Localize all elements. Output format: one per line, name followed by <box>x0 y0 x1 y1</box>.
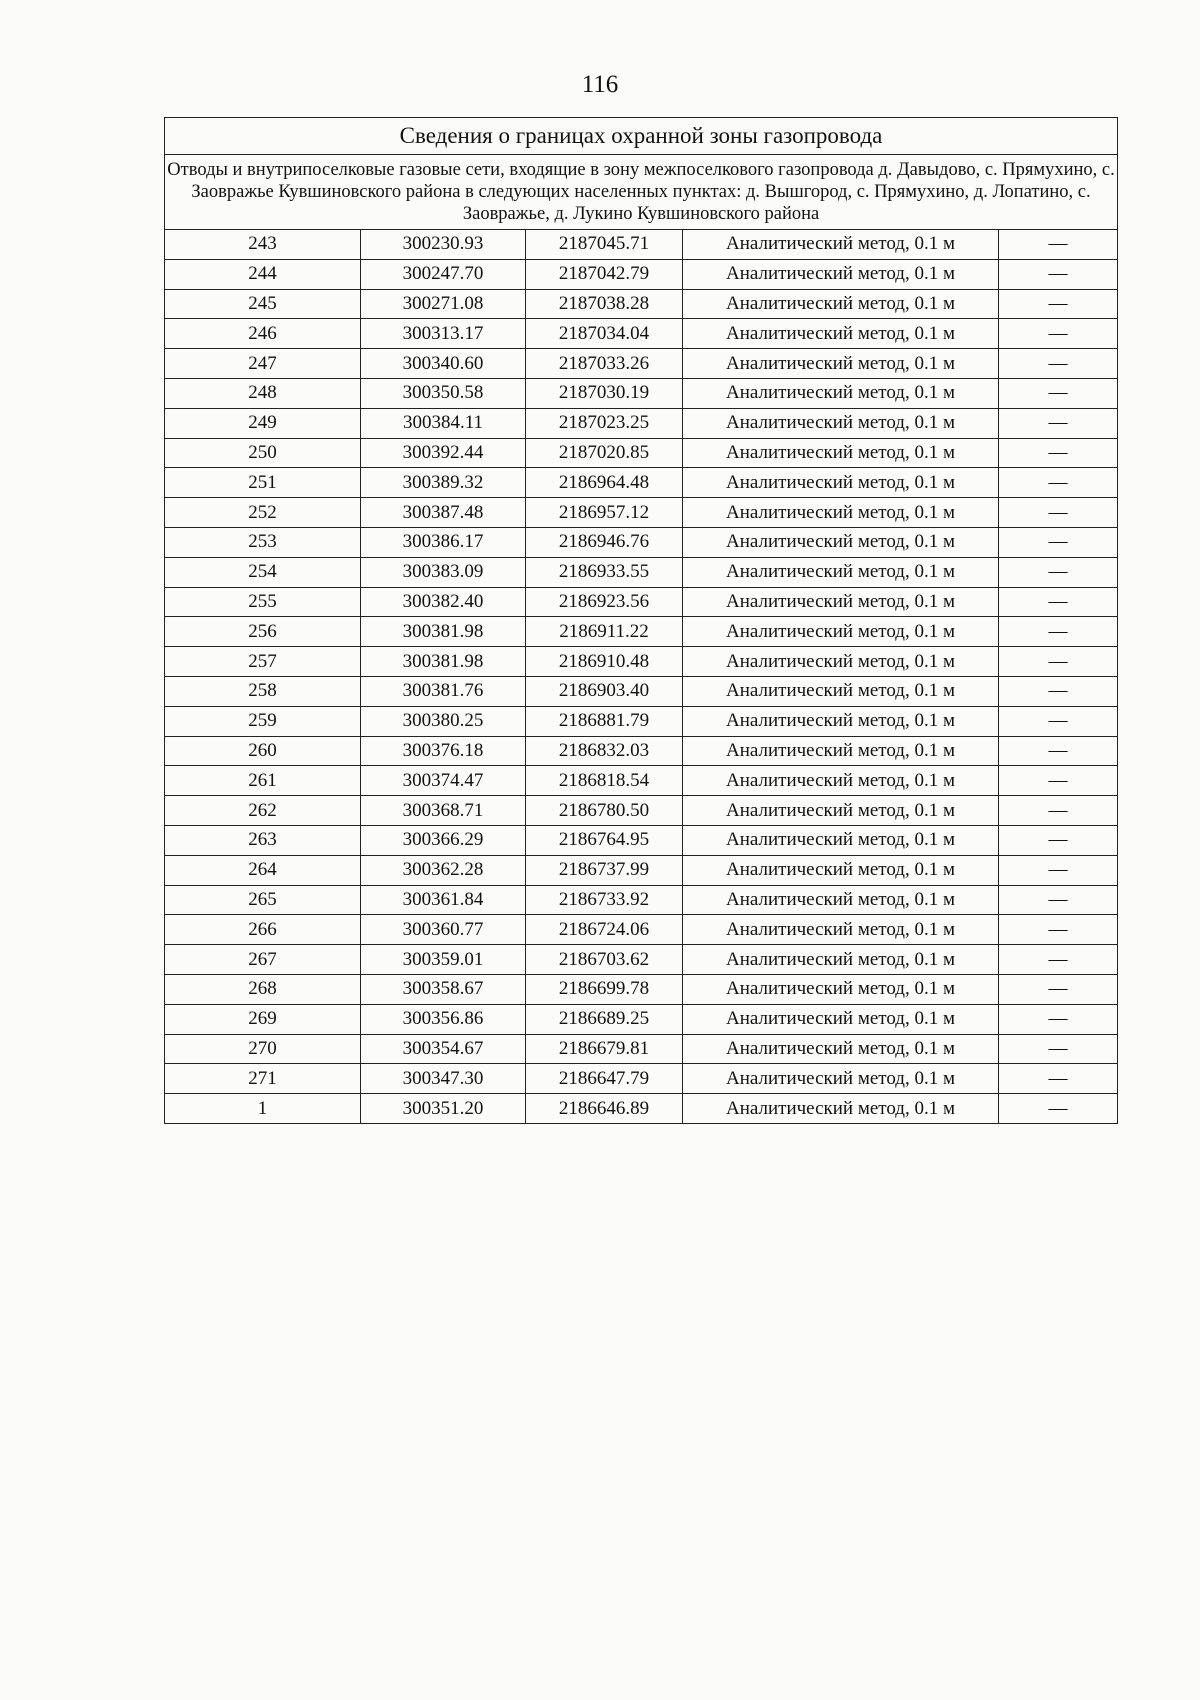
y-coordinate-cell: 2186903.40 <box>526 676 683 706</box>
point-number-cell: 256 <box>165 617 361 647</box>
table-row <box>165 647 1118 677</box>
table-row <box>165 468 1118 498</box>
table-row <box>165 378 1118 408</box>
y-coordinate-cell: 2187030.19 <box>526 378 683 408</box>
note-cell: — <box>999 498 1118 528</box>
table-row <box>165 706 1118 736</box>
y-coordinate-cell: 2187042.79 <box>526 259 683 289</box>
page-number: 116 <box>581 71 619 98</box>
note-cell: — <box>999 974 1118 1004</box>
table-row <box>165 527 1118 557</box>
y-coordinate-cell: 2187020.85 <box>526 438 683 468</box>
y-coordinate-cell: 2186647.79 <box>526 1064 683 1094</box>
note-cell: — <box>999 468 1118 498</box>
note-cell: — <box>999 796 1118 826</box>
y-coordinate-cell: 2186646.89 <box>526 1094 683 1124</box>
point-number-cell: 264 <box>165 855 361 885</box>
y-coordinate-cell: 2186964.48 <box>526 468 683 498</box>
point-number-cell: 268 <box>165 974 361 1004</box>
x-coordinate-cell: 300366.29 <box>361 825 526 855</box>
point-number-cell: 257 <box>165 647 361 677</box>
x-coordinate-cell: 300362.28 <box>361 855 526 885</box>
note-cell: — <box>999 557 1118 587</box>
table-row <box>165 736 1118 766</box>
boundary-table <box>164 117 1118 1124</box>
table-row <box>165 974 1118 1004</box>
y-coordinate-cell: 2186764.95 <box>526 825 683 855</box>
y-coordinate-cell: 2186679.81 <box>526 1034 683 1064</box>
point-number-cell: 1 <box>165 1094 361 1124</box>
point-number-cell: 266 <box>165 915 361 945</box>
point-number-cell: 271 <box>165 1064 361 1094</box>
point-number-cell: 253 <box>165 527 361 557</box>
method-cell: Аналитический метод, 0.1 м <box>683 766 999 796</box>
y-coordinate-cell: 2186957.12 <box>526 498 683 528</box>
method-cell: Аналитический метод, 0.1 м <box>683 825 999 855</box>
point-number-cell: 267 <box>165 945 361 975</box>
y-coordinate-cell: 2186699.78 <box>526 974 683 1004</box>
table-row <box>165 349 1118 379</box>
note-cell: — <box>999 1004 1118 1034</box>
method-cell: Аналитический метод, 0.1 м <box>683 974 999 1004</box>
x-coordinate-cell: 300354.67 <box>361 1034 526 1064</box>
table-row <box>165 289 1118 319</box>
y-coordinate-cell: 2186780.50 <box>526 796 683 826</box>
y-coordinate-cell: 2186733.92 <box>526 885 683 915</box>
x-coordinate-cell: 300389.32 <box>361 468 526 498</box>
x-coordinate-cell: 300381.98 <box>361 647 526 677</box>
point-number-cell: 244 <box>165 259 361 289</box>
y-coordinate-cell: 2186911.22 <box>526 617 683 647</box>
note-cell: — <box>999 1034 1118 1064</box>
point-number-cell: 269 <box>165 1004 361 1034</box>
point-number-cell: 252 <box>165 498 361 528</box>
x-coordinate-cell: 300361.84 <box>361 885 526 915</box>
x-coordinate-cell: 300368.71 <box>361 796 526 826</box>
method-cell: Аналитический метод, 0.1 м <box>683 378 999 408</box>
x-coordinate-cell: 300382.40 <box>361 587 526 617</box>
note-cell: — <box>999 1094 1118 1124</box>
x-coordinate-cell: 300392.44 <box>361 438 526 468</box>
x-coordinate-cell: 300313.17 <box>361 319 526 349</box>
y-coordinate-cell: 2186946.76 <box>526 527 683 557</box>
y-coordinate-cell: 2187033.26 <box>526 349 683 379</box>
y-coordinate-cell: 2187038.28 <box>526 289 683 319</box>
y-coordinate-cell: 2186724.06 <box>526 915 683 945</box>
method-cell: Аналитический метод, 0.1 м <box>683 1004 999 1034</box>
x-coordinate-cell: 300387.48 <box>361 498 526 528</box>
method-cell: Аналитический метод, 0.1 м <box>683 736 999 766</box>
table-title: Сведения о границах охранной зоны газопровода <box>165 118 1118 155</box>
table-row <box>165 408 1118 438</box>
y-coordinate-cell: 2186881.79 <box>526 706 683 736</box>
y-coordinate-cell: 2186818.54 <box>526 766 683 796</box>
y-coordinate-cell: 2186737.99 <box>526 855 683 885</box>
x-coordinate-cell: 300380.25 <box>361 706 526 736</box>
method-cell: Аналитический метод, 0.1 м <box>683 259 999 289</box>
x-coordinate-cell: 300360.77 <box>361 915 526 945</box>
note-cell: — <box>999 885 1118 915</box>
table-row <box>165 259 1118 289</box>
boundary-table-body <box>165 118 1118 1124</box>
point-number-cell: 246 <box>165 319 361 349</box>
note-cell: — <box>999 438 1118 468</box>
y-coordinate-cell: 2187023.25 <box>526 408 683 438</box>
x-coordinate-cell: 300383.09 <box>361 557 526 587</box>
y-coordinate-cell: 2187034.04 <box>526 319 683 349</box>
x-coordinate-cell: 300376.18 <box>361 736 526 766</box>
method-cell: Аналитический метод, 0.1 м <box>683 796 999 826</box>
note-cell: — <box>999 855 1118 885</box>
method-cell: Аналитический метод, 0.1 м <box>683 1064 999 1094</box>
method-cell: Аналитический метод, 0.1 м <box>683 647 999 677</box>
note-cell: — <box>999 289 1118 319</box>
note-cell: — <box>999 349 1118 379</box>
x-coordinate-cell: 300347.30 <box>361 1064 526 1094</box>
method-cell: Аналитический метод, 0.1 м <box>683 230 999 260</box>
y-coordinate-cell: 2186832.03 <box>526 736 683 766</box>
point-number-cell: 254 <box>165 557 361 587</box>
method-cell: Аналитический метод, 0.1 м <box>683 408 999 438</box>
table-row <box>165 676 1118 706</box>
method-cell: Аналитический метод, 0.1 м <box>683 1094 999 1124</box>
x-coordinate-cell: 300351.20 <box>361 1094 526 1124</box>
point-number-cell: 259 <box>165 706 361 736</box>
method-cell: Аналитический метод, 0.1 м <box>683 915 999 945</box>
table-row <box>165 557 1118 587</box>
note-cell: — <box>999 647 1118 677</box>
method-cell: Аналитический метод, 0.1 м <box>683 617 999 647</box>
point-number-cell: 245 <box>165 289 361 319</box>
point-number-cell: 261 <box>165 766 361 796</box>
table-row <box>165 230 1118 260</box>
table-row <box>165 945 1118 975</box>
method-cell: Аналитический метод, 0.1 м <box>683 676 999 706</box>
note-cell: — <box>999 230 1118 260</box>
method-cell: Аналитический метод, 0.1 м <box>683 468 999 498</box>
note-cell: — <box>999 706 1118 736</box>
note-cell: — <box>999 825 1118 855</box>
method-cell: Аналитический метод, 0.1 м <box>683 706 999 736</box>
method-cell: Аналитический метод, 0.1 м <box>683 349 999 379</box>
method-cell: Аналитический метод, 0.1 м <box>683 855 999 885</box>
note-cell: — <box>999 319 1118 349</box>
method-cell: Аналитический метод, 0.1 м <box>683 527 999 557</box>
method-cell: Аналитический метод, 0.1 м <box>683 587 999 617</box>
table-row <box>165 319 1118 349</box>
point-number-cell: 251 <box>165 468 361 498</box>
note-cell: — <box>999 617 1118 647</box>
table-row <box>165 766 1118 796</box>
x-coordinate-cell: 300340.60 <box>361 349 526 379</box>
x-coordinate-cell: 300247.70 <box>361 259 526 289</box>
method-cell: Аналитический метод, 0.1 м <box>683 945 999 975</box>
x-coordinate-cell: 300356.86 <box>361 1004 526 1034</box>
method-cell: Аналитический метод, 0.1 м <box>683 289 999 319</box>
subtitle-row <box>165 155 1118 230</box>
y-coordinate-cell: 2186923.56 <box>526 587 683 617</box>
table-row <box>165 1094 1118 1124</box>
x-coordinate-cell: 300381.76 <box>361 676 526 706</box>
note-cell: — <box>999 736 1118 766</box>
note-cell: — <box>999 587 1118 617</box>
point-number-cell: 243 <box>165 230 361 260</box>
note-cell: — <box>999 915 1118 945</box>
y-coordinate-cell: 2187045.71 <box>526 230 683 260</box>
x-coordinate-cell: 300358.67 <box>361 974 526 1004</box>
point-number-cell: 255 <box>165 587 361 617</box>
note-cell: — <box>999 945 1118 975</box>
point-number-cell: 248 <box>165 378 361 408</box>
note-cell: — <box>999 527 1118 557</box>
table-row <box>165 1064 1118 1094</box>
point-number-cell: 270 <box>165 1034 361 1064</box>
x-coordinate-cell: 300386.17 <box>361 527 526 557</box>
table-row <box>165 915 1118 945</box>
table-row <box>165 855 1118 885</box>
x-coordinate-cell: 300374.47 <box>361 766 526 796</box>
table-subtitle: Отводы и внутрипоселковые газовые сети, входящие в зону межпоселкового газопровода д. Давыдово, с. Прямухино, с. Заовражье Кувшиновского района в следующих населенных пунктах: д. Вышгород, с. Прямухино, д. Лопатино, с. Заовражье, д. Лукино Кувшиновского района <box>165 155 1118 230</box>
x-coordinate-cell: 300230.93 <box>361 230 526 260</box>
method-cell: Аналитический метод, 0.1 м <box>683 885 999 915</box>
method-cell: Аналитический метод, 0.1 м <box>683 498 999 528</box>
x-coordinate-cell: 300271.08 <box>361 289 526 319</box>
x-coordinate-cell: 300384.11 <box>361 408 526 438</box>
point-number-cell: 250 <box>165 438 361 468</box>
note-cell: — <box>999 766 1118 796</box>
y-coordinate-cell: 2186910.48 <box>526 647 683 677</box>
note-cell: — <box>999 378 1118 408</box>
point-number-cell: 247 <box>165 349 361 379</box>
method-cell: Аналитический метод, 0.1 м <box>683 319 999 349</box>
note-cell: — <box>999 259 1118 289</box>
y-coordinate-cell: 2186703.62 <box>526 945 683 975</box>
point-number-cell: 260 <box>165 736 361 766</box>
table-row <box>165 885 1118 915</box>
point-number-cell: 249 <box>165 408 361 438</box>
table-row <box>165 825 1118 855</box>
method-cell: Аналитический метод, 0.1 м <box>683 557 999 587</box>
x-coordinate-cell: 300350.58 <box>361 378 526 408</box>
method-cell: Аналитический метод, 0.1 м <box>683 1034 999 1064</box>
title-row <box>165 118 1118 155</box>
note-cell: — <box>999 408 1118 438</box>
method-cell: Аналитический метод, 0.1 м <box>683 438 999 468</box>
x-coordinate-cell: 300359.01 <box>361 945 526 975</box>
table-row <box>165 1034 1118 1064</box>
table-row <box>165 587 1118 617</box>
y-coordinate-cell: 2186933.55 <box>526 557 683 587</box>
table-row <box>165 498 1118 528</box>
x-coordinate-cell: 300381.98 <box>361 617 526 647</box>
table-row <box>165 438 1118 468</box>
table-row <box>165 796 1118 826</box>
table-row <box>165 617 1118 647</box>
note-cell: — <box>999 676 1118 706</box>
y-coordinate-cell: 2186689.25 <box>526 1004 683 1034</box>
point-number-cell: 263 <box>165 825 361 855</box>
table-row <box>165 1004 1118 1034</box>
point-number-cell: 265 <box>165 885 361 915</box>
note-cell: — <box>999 1064 1118 1094</box>
point-number-cell: 262 <box>165 796 361 826</box>
point-number-cell: 258 <box>165 676 361 706</box>
